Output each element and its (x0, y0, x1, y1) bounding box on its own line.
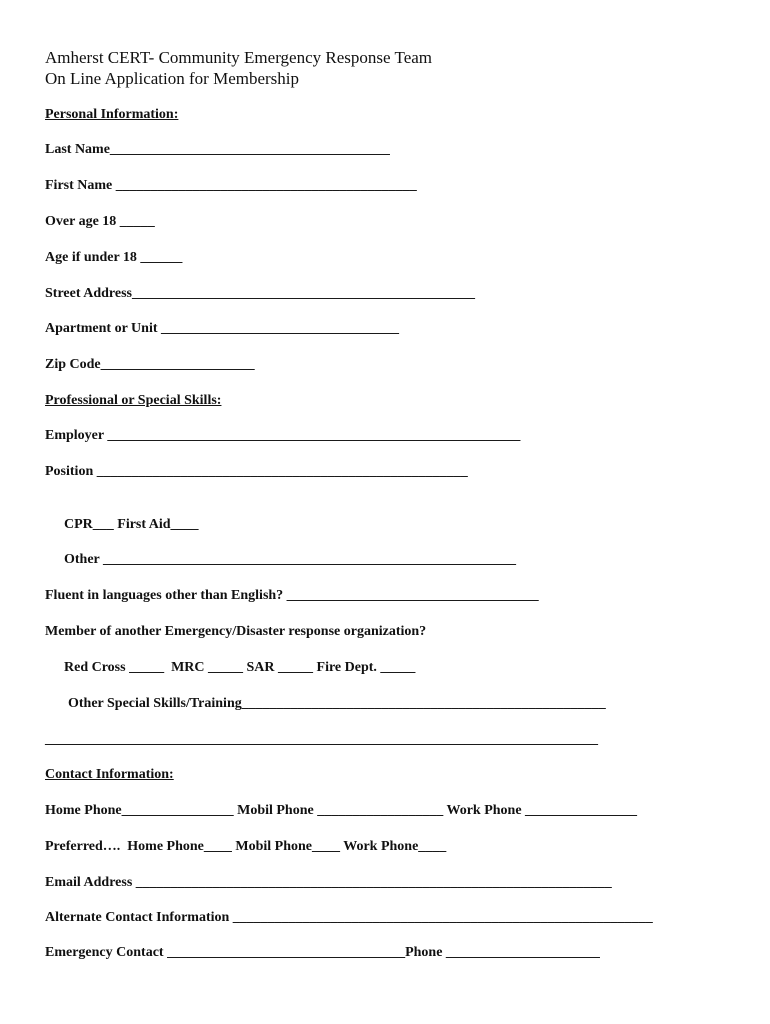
apartment-field[interactable]: Apartment or Unit __________________________________ (45, 321, 400, 336)
street-address-field[interactable]: Street Address_________________________________________________ (45, 286, 475, 301)
position-field[interactable]: Position _____________________________________________________ (45, 464, 468, 479)
page-title-line1: Amherst CERT- Community Emergency Response Team (45, 48, 433, 67)
page-title-line2: On Line Application for Membership (45, 69, 300, 88)
emergency-contact-field[interactable]: Emergency Contact __________________________________Phone ______________________ (45, 945, 600, 960)
over-18-field[interactable]: Over age 18 _____ (45, 214, 155, 229)
first-name-field[interactable]: First Name ___________________________________________ (45, 178, 417, 193)
section-heading-personal: Personal Information: (45, 107, 179, 122)
zip-code-field[interactable]: Zip Code______________________ (45, 357, 255, 372)
section-heading-skills: Professional or Special Skills: (45, 393, 222, 408)
age-under-18-field[interactable]: Age if under 18 ______ (45, 250, 183, 265)
alternate-contact-field[interactable]: Alternate Contact Information ____________________________________________________________ (45, 910, 653, 925)
other-skill-field[interactable]: Other ___________________________________________________________ (64, 552, 517, 567)
other-training-field[interactable]: Other Special Skills/Training____________________________________________________ (68, 696, 606, 711)
member-org-question: Member of another Emergency/Disaster response organization? (45, 624, 427, 639)
employer-field[interactable]: Employer ___________________________________________________________ (45, 428, 521, 443)
last-name-field[interactable]: Last Name________________________________________ (45, 142, 390, 157)
phones-field[interactable]: Home Phone________________ Mobil Phone __________________ Work Phone ________________ (45, 803, 638, 818)
orgs-field[interactable]: Red Cross _____ MRC _____ SAR _____ Fire Dept. _____ (64, 660, 416, 675)
extra-blank-line[interactable]: _______________________________________________________________________________ (45, 732, 598, 747)
section-heading-contact: Contact Information: (45, 767, 174, 782)
email-field[interactable]: Email Address ____________________________________________________________________ (45, 875, 612, 890)
cpr-first-aid-field[interactable]: CPR___ First Aid____ (64, 517, 199, 532)
languages-field[interactable]: Fluent in languages other than English? ____________________________________ (45, 588, 539, 603)
preferred-phone-field[interactable]: Preferred…. Home Phone____ Mobil Phone____ Work Phone____ (45, 839, 447, 854)
